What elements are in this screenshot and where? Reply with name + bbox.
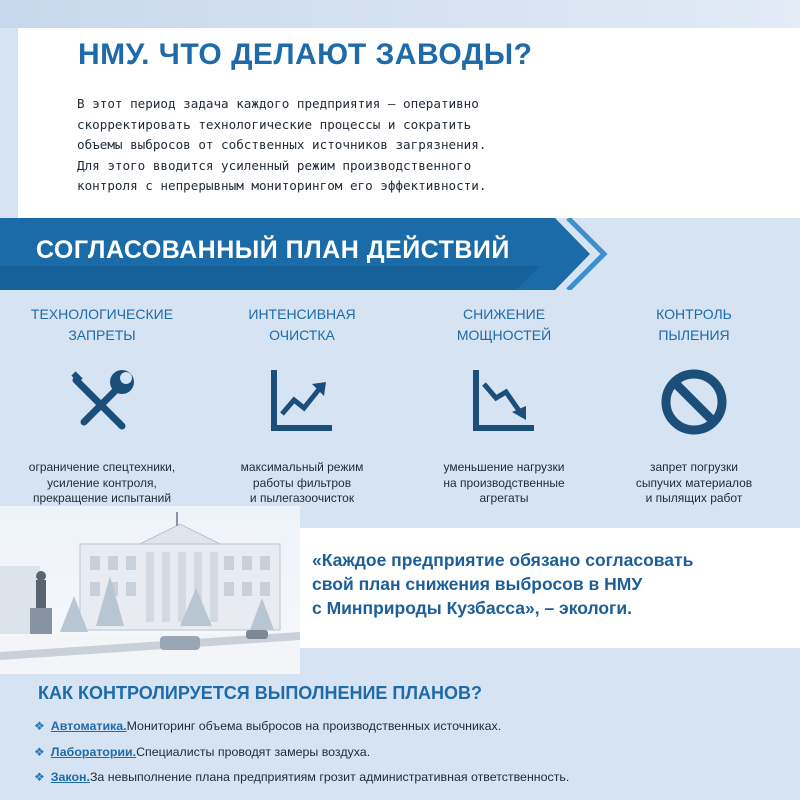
list-item-key: Закон.	[50, 770, 90, 784]
intro-line: Для этого вводится усиленный режим производственного	[77, 157, 472, 173]
measure-description	[594, 460, 794, 507]
measure-desc-line: максимальный режим	[240, 460, 364, 474]
intro-line: объемы выбросов от собственных источников загрязнения.	[77, 137, 487, 152]
list-item-key: Автоматика.	[50, 719, 127, 733]
measure-desc-line: запрет погрузки	[650, 460, 738, 474]
chart-up-icon	[262, 362, 342, 442]
control-section-title: КАК КОНТРОЛИРУЕТСЯ ВЫПОЛНЕНИЕ ПЛАНОВ?	[38, 683, 482, 703]
list-item	[34, 740, 569, 766]
top-stripe	[0, 0, 800, 28]
wrench-screwdriver-icon	[62, 362, 142, 442]
chart-down-icon	[464, 362, 544, 442]
list-item-text: Специалисты проводят замеры воздуха.	[136, 744, 371, 759]
diamond-bullet-icon: ❖	[34, 744, 45, 759]
measure-title-line: ЗАПРЕТЫ	[68, 327, 136, 343]
list-item	[34, 765, 569, 791]
intro-line: контроля с непрерывным мониторингом его эффективности.	[77, 178, 487, 193]
measure-desc-line: на производственные	[443, 475, 565, 490]
diamond-bullet-icon: ❖	[34, 719, 45, 733]
measure-title-line: МОЩНОСТЕЙ	[456, 327, 552, 343]
measure-desc-line: усиление контроля,	[47, 475, 157, 490]
measure-desc-line: агрегаты	[479, 491, 529, 505]
list-item	[34, 714, 569, 740]
measure-power-reduction	[404, 300, 604, 507]
measure-intensive-cleaning	[202, 300, 402, 507]
intro-text	[77, 94, 717, 197]
banner-title: СОГЛАСОВАННЫЙ ПЛАН ДЕЙСТВИЙ	[36, 236, 510, 264]
measure-desc-line: и пылящих работ	[645, 491, 743, 505]
list-item-text: За невыполнение плана предприятиям грозит административная ответственность.	[89, 770, 570, 784]
measure-description	[2, 460, 202, 507]
control-list	[34, 714, 569, 791]
measure-desc-line: ограничение спецтехники,	[28, 460, 176, 474]
measure-desc-line: и пылегазоочисток	[249, 491, 355, 505]
measure-title	[202, 304, 402, 348]
measure-desc-line: работы фильтров	[252, 475, 352, 490]
quote-line: «Каждое предприятие обязано согласовать	[312, 550, 694, 570]
intro-line: скорректировать технологические процессы и сократить	[77, 116, 472, 132]
diamond-bullet-icon: ❖	[34, 770, 45, 784]
measure-title-line: ОЧИСТКА	[269, 327, 335, 343]
measure-tech-bans	[2, 300, 202, 507]
prohibited-icon	[654, 362, 734, 442]
quote-line: с Минприроды Кузбасса», – экологи.	[312, 598, 632, 618]
intro-line: В этот период задача каждого предприятия — оперативно	[77, 96, 479, 111]
measure-desc-line: сыпучих материалов	[635, 475, 753, 490]
measure-desc-line: прекращение испытаний	[32, 491, 172, 505]
measure-title	[2, 304, 202, 348]
measure-dust-control	[594, 300, 794, 507]
expert-quote	[312, 548, 782, 620]
measure-title-line: КОНТРОЛЬ	[656, 306, 732, 322]
quote-line: свой план снижения выбросов в НМУ	[312, 574, 643, 594]
measure-description	[404, 460, 604, 507]
measure-title-line: СНИЖЕНИЕ	[462, 306, 546, 322]
measure-title-line: ТЕХНОЛОГИЧЕСКИЕ	[30, 306, 174, 322]
list-item-text: Мониторинг объема выбросов на производственных источниках.	[126, 719, 502, 733]
government-building-photo	[0, 506, 300, 674]
measure-title	[594, 304, 794, 348]
measures-row	[0, 300, 800, 505]
measure-title	[404, 304, 604, 348]
measure-title-line: ПЫЛЕНИЯ	[658, 327, 730, 343]
measure-title-line: ИНТЕНСИВНАЯ	[248, 306, 356, 322]
list-item-key: Лаборатории.	[50, 744, 137, 759]
page-title: НМУ. ЧТО ДЕЛАЮТ ЗАВОДЫ?	[78, 38, 533, 71]
measure-desc-line: уменьшение нагрузки	[443, 460, 565, 474]
measure-description	[202, 460, 402, 507]
